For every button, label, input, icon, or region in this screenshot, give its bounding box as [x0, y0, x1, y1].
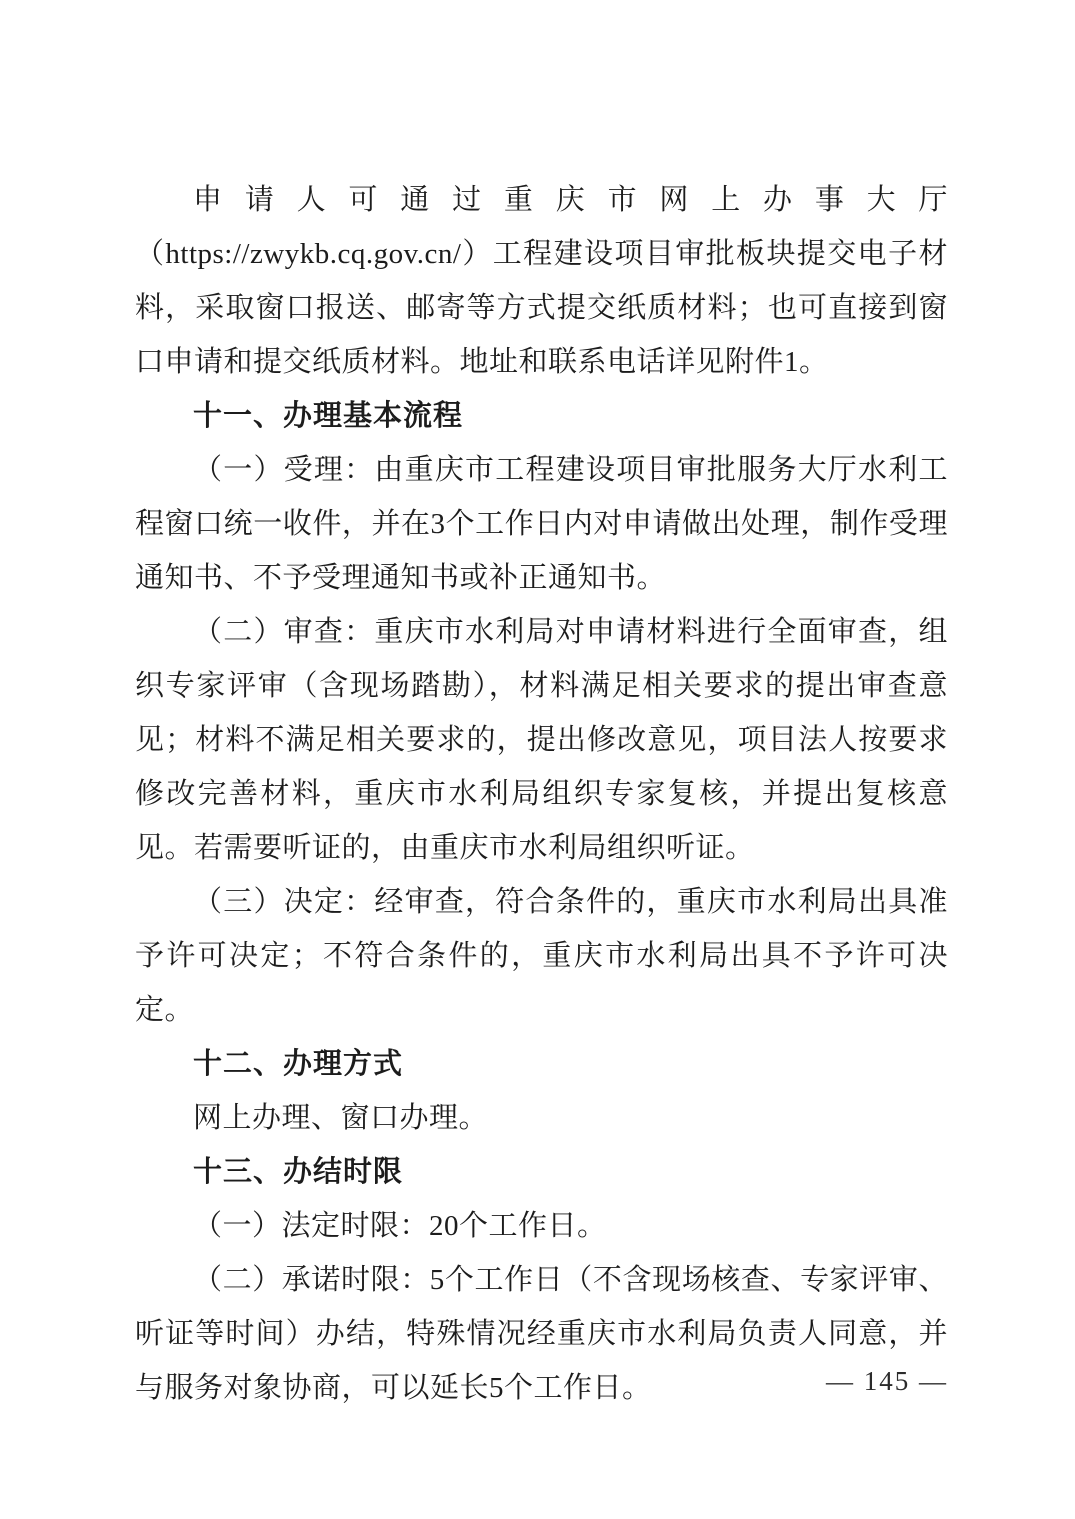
section-heading-11-basic-process: 十一、办理基本流程 — [193, 400, 464, 432]
page-number: — 145 — — [826, 1366, 948, 1396]
paragraph-submission-channels: 申请人可通过重庆市网上办事大厅（https://zwykb.cq.gov.cn/）工程建设项目审批板块提交电子材料，采取窗口报送、邮寄等方式提交纸质材料；也可直接到窗口申请和提交纸质材料。地址和联系电话详见附件1。 — [135, 184, 948, 378]
paragraph-promised-time-limit: （二）承诺时限：5个工作日（不含现场核查、专家评审、听证等时间）办结，特殊情况经重庆市水利局负责人同意，并与服务对象协商，可以延长5个工作日。 — [135, 1264, 948, 1404]
section-heading-13-completion-time-limit: 十三、办结时限 — [193, 1156, 404, 1188]
paragraph-statutory-time-limit: （一）法定时限：20个工作日。 — [193, 1210, 607, 1242]
paragraph-decision: （三）决定：经审查，符合条件的，重庆市水利局出具准予许可决定；不符合条件的，重庆市水利局出具不予许可决定。 — [135, 886, 948, 1026]
paragraph-review: （二）审查：重庆市水利局对申请材料进行全面审查，组织专家评审（含现场踏勘），材料满足相关要求的提出审查意见；材料不满足相关要求的，提出修改意见，项目法人按要求修改完善材料，重庆市水利局组织专家复核，并提出复核意见。若需要听证的，由重庆市水利局组织听证。 — [135, 616, 948, 864]
section-heading-12-handling-methods: 十二、办理方式 — [193, 1048, 404, 1080]
paragraph-handling-methods: 网上办理、窗口办理。 — [193, 1102, 489, 1134]
paragraph-acceptance: （一）受理：由重庆市工程建设项目审批服务大厅水利工程窗口统一收件，并在3个工作日内对申请做出处理，制作受理通知书、不予受理通知书或补正通知书。 — [135, 454, 948, 594]
document-body — [135, 173, 948, 1415]
